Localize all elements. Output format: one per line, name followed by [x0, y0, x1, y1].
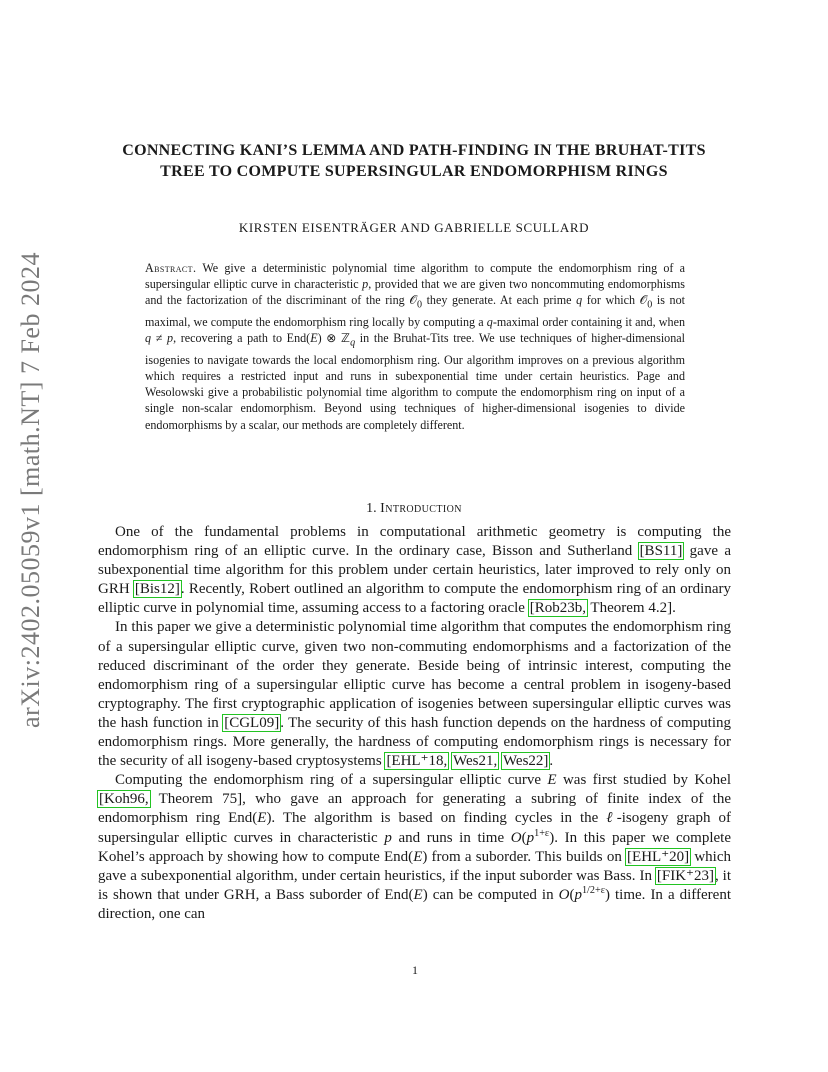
paragraph: Computing the endomorphism ring of a supersingular elliptic curve E was first studied by Kohel [Koh96, Theorem 75], who gave an approach for generating a subring of finite index of the endomorphism ring End(E). The algorithm is based on finding cycles in the ℓ-isogeny graph of supersingular elliptic curves in characteristic p and runs in time $O(p^{1+\varepsilon})$. In this paper we complete Kohel’s approach by showing how to compute End(E) from a suborder. This builds on [EHL⁺20] which gave a subexponential algorithm, under certain heuristics, if the input suborder was Bass. In [FIK⁺23], it is shown that under GRH, a Bass suborder of End(E) can be computed in $O(p^{1/2+\varepsilon})$ time. In a different direction, one can	[98, 772, 732, 922]
citation-link[interactable]: [Koh96,	[99, 791, 149, 808]
citation-link[interactable]: [EHL⁺18,	[386, 753, 448, 770]
citation-link[interactable]: [FIK⁺23]	[656, 867, 714, 884]
paragraph: One of the fundamental problems in computational arithmetic geometry is computing the endomorphism ring of an elliptic curve. In the ordinary case, Bisson and Sutherland [BS11] gave a subexponential time algorithm for this problem under certain heuristics, later improved to rely only on GRH [Bis12]. Recently, Robert outlined an algorithm to compute the endomorphism ring of an ordinary elliptic curve in polynomial time, assuming access to a factoring oracle [Rob23b, Theorem 4.2].	[98, 524, 731, 617]
paragraph: In this paper we give a deterministic polynomial time algorithm that computes the endomorphism ring of a supersingular elliptic curve, given two non-commuting endomorphisms and a factorization of the reduced discriminant of the order they generate. Beside being of intrinsic interest, computing the endomorphism ring of a supersingular elliptic curve has become a central problem in isogeny-based cryptography. The first cryptographic application of isogenies between supersingular elliptic curves was the hash function in [CGL09]. The security of this hash function depends on the hardness of computing endomorphism rings. More generally, the hardness of computing endomorphism rings is necessary for the security of all isogeny-based cryptosystems [EHL⁺18, Wes21, Wes22].	[98, 619, 731, 770]
citation-link[interactable]: Wes21,	[453, 753, 498, 770]
arxiv-identifier-text: arXiv:2402.05059v1 [math.NT] 7 Feb 2024	[16, 252, 46, 728]
citation-link[interactable]: Wes22]	[502, 753, 549, 770]
section-heading	[120, 501, 708, 517]
paper-authors: KIRSTEN EISENTRÄGER AND GABRIELLE SCULLARD	[238, 220, 590, 235]
section-title: Introduction	[380, 501, 462, 516]
citation-link[interactable]: [CGL09]	[224, 714, 280, 731]
abstract: Abstract. We give a deterministic polynomial time algorithm to compute the endomorphism ring of a supersingular elliptic curve in characteristic p, provided that we are given two noncommuting endomorphisms and the factorization of the discriminant of the ring 𝒪$_0$ they generate. At each prime q for which 𝒪$_0$ is not maximal, we compute the endomorphism ring locally by computing a q-maximal order containing it and, when q ≠ p, recovering a path to End(E) ⊗ ℤ$_q$ in the Bruhat-Tits tree. We use techniques of higher-dimensional isogenies to navigate towards the local endomorphism ring. Our algorithm improves on a previous algorithm which requires a restricted input and runs in subexponential time under certain heuristics. Page and Wesolowski give a probabilistic polynomial time algorithm to compute the endomorphism ring on input of a single non-scalar endomorphism. Beyond using techniques of higher-dimensional isogenies to divide endomorphisms by a scalar, our methods are completely different.	[145, 261, 686, 432]
citation-link[interactable]: [Bis12]	[134, 581, 180, 598]
page-number: 1	[412, 963, 418, 977]
citation-link[interactable]: [BS11]	[639, 543, 683, 560]
citation-link[interactable]: [Rob23b,	[529, 600, 586, 617]
abstract-label: Abstract.	[145, 261, 197, 275]
citation-link[interactable]: [EHL⁺20]	[627, 848, 690, 865]
arxiv-identifier	[6, 252, 56, 728]
section-number: 1.	[366, 501, 377, 516]
paper-title: CONNECTING KANI’S LEMMA AND PATH-FINDING IN THE BRUHAT-TITS TREE TO COMPUTE SUPERSINGULAR ENDOMORPHISM RINGS	[122, 142, 706, 180]
introduction-body	[98, 523, 731, 924]
